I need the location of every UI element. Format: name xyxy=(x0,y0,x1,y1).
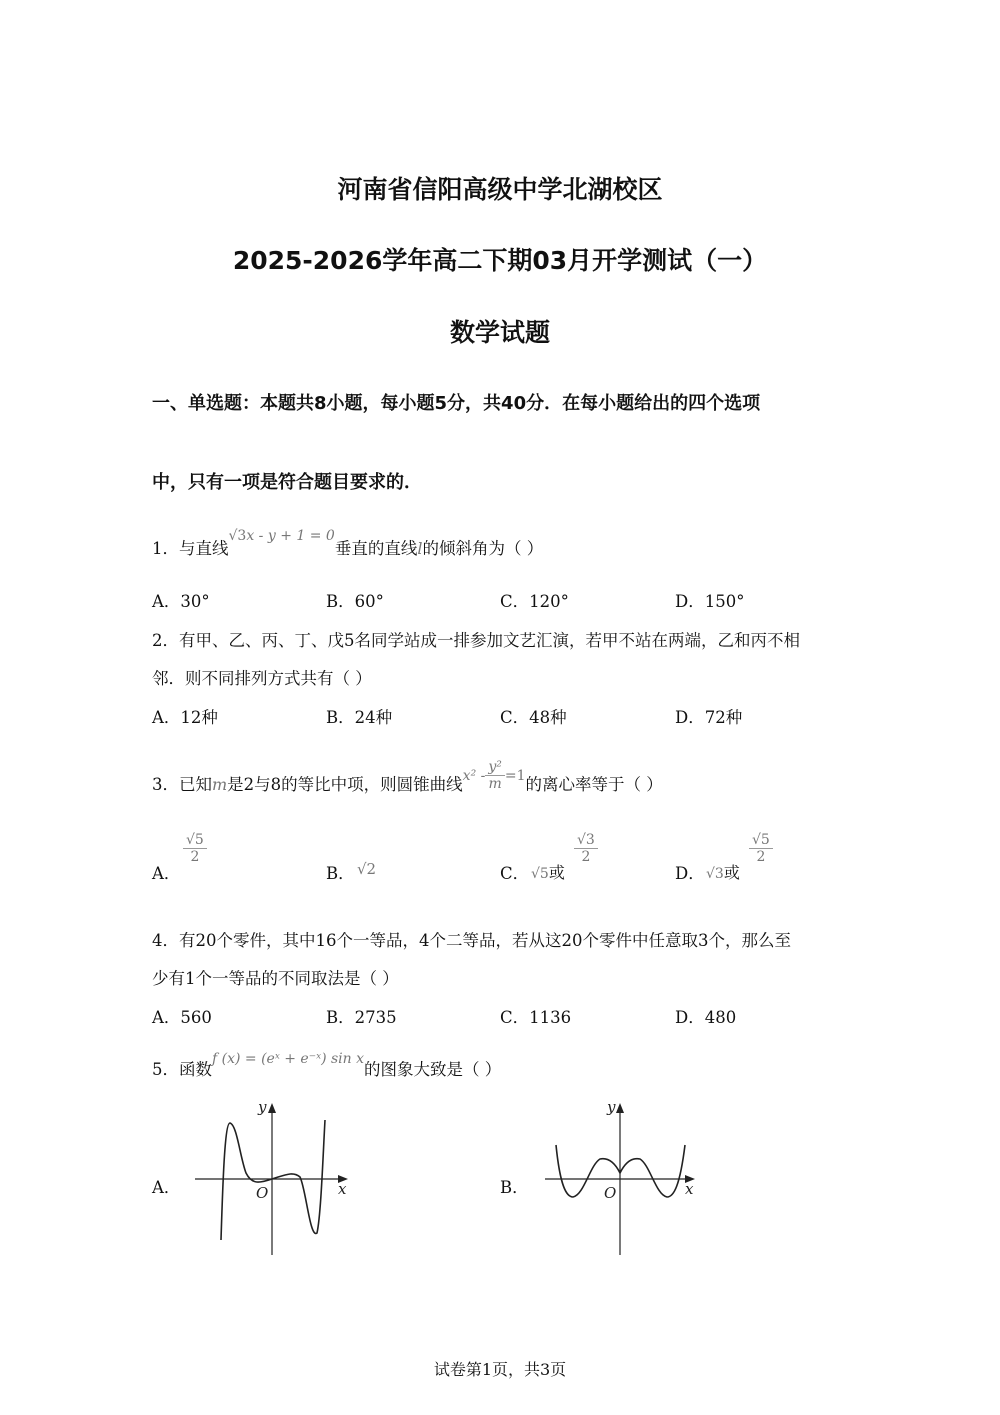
q5-b-x-label: x xyxy=(685,1180,694,1198)
q5-option-a-label: A． xyxy=(152,1178,181,1197)
q1-mid: 垂直的直线 xyxy=(334,539,418,558)
q5-option-b-label: B． xyxy=(500,1178,529,1197)
question-2-line-2: 邻．则不同排列方式共有（ ） xyxy=(152,669,372,688)
q3-a-num: √5 xyxy=(183,832,207,849)
q5-b-y-label: y xyxy=(607,1098,616,1116)
q1-var-l: l xyxy=(417,539,423,558)
question-4-line-1: 4．有20个零件，其中16个一等品，4个二等品，若从这20个零件中任意取3个，那么至 xyxy=(152,931,791,950)
q3-option-c-label: C． xyxy=(500,864,530,883)
q1-option-a: A．30° xyxy=(152,592,210,611)
title-line-3: 数学试题 xyxy=(449,318,550,347)
q3-var-m: m xyxy=(212,775,228,794)
q2-option-d: D．72种 xyxy=(675,708,743,727)
q4-option-a: A．560 xyxy=(152,1008,212,1027)
q5-b-origin: O xyxy=(604,1184,617,1202)
q3-option-d-text xyxy=(706,860,740,883)
q2-option-c: C．48种 xyxy=(500,708,567,727)
q3-c-den: 2 xyxy=(581,849,591,865)
q3-curve-num: y² xyxy=(485,759,505,776)
q3-c-or: 或 xyxy=(548,863,565,882)
q5-graph-b xyxy=(540,1095,710,1260)
q4-option-c: C．1136 xyxy=(500,1008,572,1027)
q3-post: 的离心率等于（ ） xyxy=(525,775,663,794)
q1-option-c: C．120° xyxy=(500,592,569,611)
q3-d-den: 2 xyxy=(756,849,766,865)
q5-graph-a xyxy=(190,1095,360,1260)
q3-option-c-text xyxy=(531,860,565,883)
q3-curve-left: x² - xyxy=(462,768,486,784)
page-footer: 试卷第1页，共3页 xyxy=(433,1360,567,1379)
section-header-line-1: 一、单选题：本题共8小题，每小题5分，共40分．在每小题给出的四个选项 xyxy=(152,393,761,414)
q3-option-a-label: A． xyxy=(152,864,181,883)
q1-option-d: D．150° xyxy=(675,592,745,611)
q5-a-origin: O xyxy=(256,1184,269,1202)
q1-option-b: B．60° xyxy=(326,592,384,611)
q5-a-curve xyxy=(221,1120,325,1240)
q3-curve-right: =1 xyxy=(504,768,526,784)
q3-c-num: √3 xyxy=(574,832,598,849)
title-line-1: 河南省信阳高级中学北湖校区 xyxy=(337,175,663,204)
q5-post: 的图象大致是（ ） xyxy=(364,1060,502,1079)
q1-prefix: 1．与直线 xyxy=(152,539,229,558)
title-line-2: 2025-2026学年高二下期03月开学测试（一） xyxy=(232,246,768,275)
q4-option-d: D．480 xyxy=(675,1008,737,1027)
q2-option-a: A．12种 xyxy=(152,708,218,727)
q1-math-sqrt: √3 xyxy=(228,528,247,544)
q3-curve-den: m xyxy=(488,776,502,792)
q5-b-y-arrow xyxy=(616,1103,624,1113)
q3-option-a-fraction xyxy=(183,832,207,865)
q3-curve-fraction xyxy=(485,759,505,792)
section-header-line-2: 中，只有一项是符合题目要求的． xyxy=(152,472,422,493)
q4-option-b: B．2735 xyxy=(326,1008,397,1027)
question-1 xyxy=(152,528,544,559)
q5-a-y-arrow xyxy=(268,1103,276,1113)
q3-d-num: √5 xyxy=(749,832,773,849)
question-2-line-1: 2．有甲、乙、丙、丁、戊5名同学站成一排参加文艺汇演，若甲不站在两端，乙和丙不相 xyxy=(152,631,800,650)
q5-a-x-label: x xyxy=(338,1180,347,1198)
q3-a-den: 2 xyxy=(190,849,200,865)
q3-option-b-value: √2 xyxy=(357,860,377,878)
question-5 xyxy=(152,1051,502,1080)
q3-c-value: √5 xyxy=(531,866,549,882)
q3-prefix: 3．已知 xyxy=(152,775,212,794)
q5-prefix: 5．函数 xyxy=(152,1060,212,1079)
q3-d-value: √3 xyxy=(706,866,724,882)
q5-a-y-label: y xyxy=(258,1098,267,1116)
q1-math-rest: x - y + 1 = 0 xyxy=(246,528,335,544)
q2-option-b: B．24种 xyxy=(326,708,393,727)
q3-option-c-fraction xyxy=(574,832,598,865)
q5-math: f (x) = (eˣ + e⁻ˣ) sin x xyxy=(212,1051,365,1067)
q3-option-d-label: D． xyxy=(675,864,705,883)
question-4-line-2: 少有1个一等品的不同取法是（ ） xyxy=(152,969,399,988)
q3-option-d-fraction xyxy=(749,832,773,865)
q1-post: 的倾斜角为（ ） xyxy=(422,539,544,558)
question-3 xyxy=(152,759,663,802)
q3-option-b-label: B． xyxy=(326,864,355,883)
q3-mid: 是2与8的等比中项，则圆锥曲线 xyxy=(227,775,463,794)
q3-d-or: 或 xyxy=(723,863,740,882)
